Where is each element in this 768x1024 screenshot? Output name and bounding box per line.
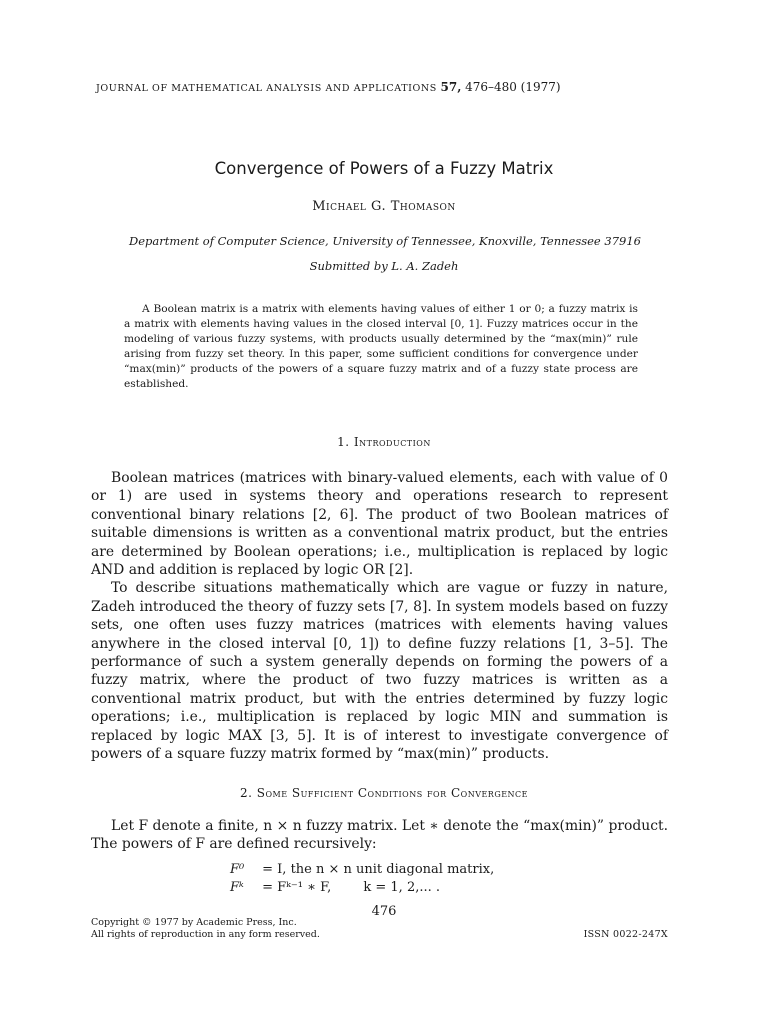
introduction-body bbox=[91, 469, 668, 764]
issn: ISSN 0022-247X bbox=[583, 929, 668, 940]
intro-paragraph: To describe situations mathematically which are vague or fuzzy in nature, Zadeh introduced the theory of fuzzy sets [7, 8]. In system models based on fuzzy sets, one often uses fuzzy matrices (matrices with elements having values anywhere in the closed interval [0, 1]) to define fuzzy relations [1, 3–5]. The performance of such a system generally depends on forming the powers of a fuzzy matrix, where the product of two fuzzy matrices is written as a conventional matrix product, but with the entries determined by fuzzy logic operations; i.e., multiplication is replaced by logic MIN and summation is replaced by logic MAX [3, 5]. It is of interest to investigate convergence of powers of a square fuzzy matrix formed by “max(min)” products. bbox=[91, 580, 668, 763]
intro-paragraph: Boolean matrices (matrices with binary-valued elements, each with value of 0 or 1) are used in systems theory and operations research to represent conventional binary relations [2, 6]. The product of two Boolean matrices of suitable dimensions is written as a conventional matrix product, but the entries are determined by Boolean operations; i.e., multiplication is replaced by logic AND and addition is replaced by logic OR [2]. bbox=[91, 470, 668, 579]
section2-paragraph: Let F denote a finite, n × n fuzzy matrix. Let ∗ denote the “max(min)” product. The powers of F are defined recursively: bbox=[91, 818, 668, 853]
equation-rhs: = I, the n × n unit diagonal matrix, bbox=[262, 862, 495, 877]
pages-year: 476–480 (1977) bbox=[465, 80, 561, 94]
equation-row bbox=[230, 879, 550, 897]
section-heading-convergence: 2. Some Sufficient Conditions for Convergence bbox=[239, 786, 529, 800]
copyright-notice bbox=[91, 917, 411, 941]
abstract-text: A Boolean matrix is a matrix with elements having values of either 1 or 0; a fuzzy matrix is a matrix with elements having values in the closed interval [0, 1]. Fuzzy matrices occur in the modeling of various fuzzy systems, with products usually determined by the “max(min)” rule arising from fuzzy set theory. In this paper, some sufficient conditions for convergence under “max(min)” products of the powers of a square fuzzy matrix and of a fuzzy state process are established. bbox=[124, 303, 638, 391]
section-heading-introduction: 1. Introduction bbox=[337, 435, 431, 449]
abstract bbox=[124, 302, 638, 393]
submitted-by: Submitted by L. A. Zadeh bbox=[309, 259, 459, 273]
volume-number: 57, bbox=[440, 80, 462, 94]
copyright-line: Copyright © 1977 by Academic Press, Inc. bbox=[91, 917, 297, 928]
equation-row bbox=[230, 861, 550, 879]
equation-lhs: Fᵏ bbox=[230, 880, 244, 895]
equation-rhs: = Fᵏ⁻¹ ∗ F, bbox=[262, 880, 332, 895]
running-head bbox=[96, 80, 656, 94]
equation-lhs: F⁰ bbox=[230, 862, 245, 877]
recursive-definition bbox=[230, 861, 550, 897]
paper-title: Convergence of Powers of a Fuzzy Matrix bbox=[214, 159, 554, 178]
rights-line: All rights of reproduction in any form reserved. bbox=[91, 929, 320, 940]
author-affiliation: Department of Computer Science, University of Tennessee, Knoxville, Tennessee 37916 bbox=[129, 234, 641, 248]
author-name: Michael G. Thomason bbox=[312, 199, 456, 214]
page-number: 476 bbox=[371, 904, 397, 919]
journal-name: JOURNAL OF MATHEMATICAL ANALYSIS AND APPLICATIONS bbox=[96, 83, 437, 94]
section2-body bbox=[91, 817, 668, 854]
equation-range: k = 1, 2,... . bbox=[363, 880, 441, 895]
